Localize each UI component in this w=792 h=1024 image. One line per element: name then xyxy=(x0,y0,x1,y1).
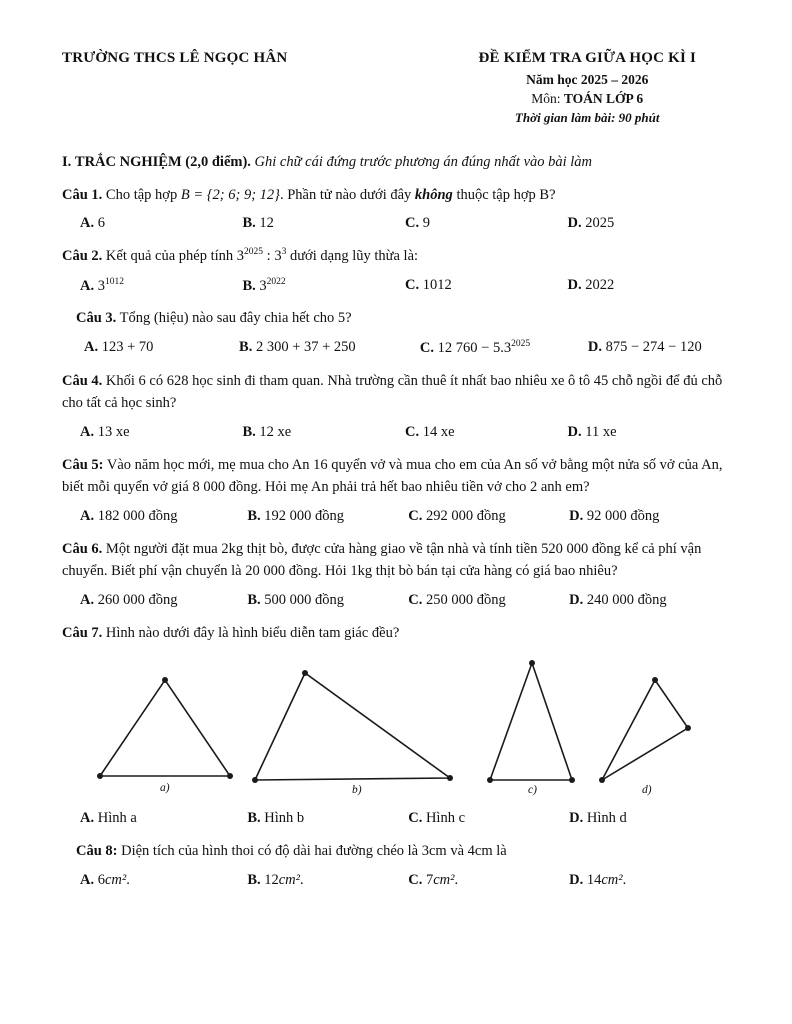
option-text: 14 xe xyxy=(422,423,455,440)
option-text: 3 xyxy=(97,277,105,294)
exam-year: Năm học 2025 – 2026 xyxy=(526,71,649,87)
section-heading xyxy=(62,154,730,171)
question-3-label: Câu 3. xyxy=(76,310,117,327)
option-sup: 2022 xyxy=(266,276,286,287)
question-2-text-a: Kết quả của phép tính 3 xyxy=(105,248,245,265)
option-5-a[interactable] xyxy=(80,508,247,525)
question-8-label: Câu 8: xyxy=(76,843,118,860)
question-6-label: Câu 6. xyxy=(62,540,103,557)
question-7-text: Hình nào dưới đây là hình biểu diễn tam giác đều? xyxy=(105,624,400,641)
section-points: (2,0 điểm). xyxy=(185,153,251,170)
subject-label: Môn: xyxy=(531,91,561,107)
option-letter: A. xyxy=(80,810,95,827)
option-letter: D. xyxy=(587,338,602,355)
school-name: TRƯỜNG THCS LÊ NGỌC HÂN xyxy=(62,50,288,66)
option-text: Hình b xyxy=(264,810,305,827)
option-dot: . xyxy=(622,871,627,888)
option-7-a[interactable] xyxy=(80,810,247,827)
option-letter: D. xyxy=(567,423,582,440)
option-letter: A. xyxy=(80,507,95,524)
option-text: 6 xyxy=(97,215,105,232)
question-7-label: Câu 7. xyxy=(62,624,103,641)
option-letter: A. xyxy=(80,423,95,440)
figure-label-b: b) xyxy=(352,784,362,797)
option-8-b[interactable] xyxy=(247,872,408,889)
option-8-d[interactable] xyxy=(569,872,730,889)
option-text: 7 xyxy=(425,871,434,888)
option-2-c[interactable] xyxy=(405,277,568,295)
option-letter: C. xyxy=(419,339,435,356)
question-4 xyxy=(62,370,730,415)
option-text: 500 000 đồng xyxy=(264,591,344,608)
option-text: 12 xyxy=(264,871,279,888)
page-header xyxy=(62,48,730,128)
question-7-options xyxy=(62,810,730,827)
option-text: 182 000 đồng xyxy=(97,507,178,524)
option-2-d[interactable] xyxy=(568,277,731,295)
question-2-text-c: dưới dạng lũy thừa là: xyxy=(286,248,419,265)
option-letter: C. xyxy=(408,871,423,888)
option-5-c[interactable] xyxy=(408,508,569,525)
option-6-d[interactable] xyxy=(569,592,730,609)
question-1-label: Câu 1. xyxy=(62,186,103,203)
question-1-text-a: Cho tập hợp xyxy=(105,186,178,203)
option-text: Hình a xyxy=(97,810,137,827)
option-letter: A. xyxy=(80,591,95,608)
question-4-options xyxy=(62,424,730,441)
option-unit: cm² xyxy=(278,871,301,888)
section-instruction: Ghi chữ cái đứng trước phương án đúng nhất vào bài làm xyxy=(254,153,593,170)
option-unit: cm² xyxy=(433,871,455,888)
option-text: 12 xyxy=(259,215,274,232)
option-text: 2022 xyxy=(585,276,615,293)
option-text: 11 xe xyxy=(585,423,617,440)
option-letter: B. xyxy=(247,810,261,827)
option-6-b[interactable] xyxy=(247,592,408,609)
option-text: 9 xyxy=(422,215,430,232)
question-1 xyxy=(62,184,730,206)
option-letter: A. xyxy=(80,277,95,294)
option-letter: D. xyxy=(569,591,584,608)
question-6-options xyxy=(62,592,730,609)
option-1-a[interactable] xyxy=(80,215,243,232)
question-2-sup-1: 2025 xyxy=(244,247,264,258)
option-letter: B. xyxy=(242,423,256,440)
question-2-options xyxy=(62,277,730,295)
option-letter: B. xyxy=(247,507,261,524)
option-6-c[interactable] xyxy=(408,592,569,609)
option-letter: D. xyxy=(569,871,584,888)
question-2 xyxy=(62,245,730,267)
option-text: 13 xe xyxy=(97,423,130,440)
option-letter: D. xyxy=(567,215,582,232)
question-5-label: Câu 5: xyxy=(62,456,104,473)
exam-duration: Thời gian làm bài: 90 phút xyxy=(514,109,660,125)
question-5 xyxy=(62,454,730,499)
option-2-b[interactable] xyxy=(243,277,406,295)
question-7 xyxy=(62,622,730,644)
option-5-b[interactable] xyxy=(247,508,408,525)
section-roman: I. xyxy=(62,153,72,170)
question-1-emphasis: không xyxy=(414,186,453,203)
option-unit: cm² xyxy=(104,871,127,888)
option-7-b[interactable] xyxy=(247,810,408,827)
option-letter: C. xyxy=(408,591,423,608)
option-text: 250 000 đồng xyxy=(425,591,506,608)
option-text: 1012 xyxy=(422,276,452,293)
option-1-b[interactable] xyxy=(243,215,406,232)
question-8-options xyxy=(62,872,730,889)
option-text: 292 000 đồng xyxy=(425,507,506,524)
question-1-text-b: . Phần tử nào dưới đây xyxy=(279,186,412,203)
question-1-options xyxy=(62,215,730,232)
option-letter: B. xyxy=(247,591,261,608)
option-text: 2 300 + 37 + 250 xyxy=(255,338,356,355)
option-4-d[interactable] xyxy=(568,424,731,441)
option-4-c[interactable] xyxy=(405,424,568,441)
option-letter: C. xyxy=(408,810,423,827)
figure-label-d: d) xyxy=(642,784,652,797)
triangles-figure xyxy=(90,658,750,798)
option-letter: A. xyxy=(80,871,95,888)
question-8 xyxy=(62,840,730,862)
option-text: 123 + 70 xyxy=(101,338,154,355)
option-text: 875 − 274 − 120 xyxy=(605,338,702,355)
option-text: 260 000 đồng xyxy=(97,591,178,608)
option-dot: . xyxy=(126,871,130,888)
question-2-sup-2: 3 xyxy=(281,247,287,258)
option-4-a[interactable] xyxy=(80,424,243,441)
option-letter: A. xyxy=(84,338,99,355)
question-1-set: B = {2; 6; 9; 12} xyxy=(180,186,280,203)
option-7-d[interactable] xyxy=(569,810,730,827)
option-letter: B. xyxy=(242,277,256,294)
option-5-d[interactable] xyxy=(569,508,730,525)
question-5-options xyxy=(62,508,730,525)
option-8-a[interactable] xyxy=(80,872,247,889)
option-1-d[interactable] xyxy=(568,215,731,232)
exam-title: ĐỀ KIỂM TRA GIỮA HỌC KÌ I xyxy=(478,50,696,66)
subject-value: TOÁN LỚP 6 xyxy=(563,91,644,107)
question-3-options xyxy=(62,339,730,357)
option-8-c[interactable] xyxy=(408,872,569,889)
question-1-text-c: thuộc tập hợp B? xyxy=(456,186,556,203)
option-text: 2025 xyxy=(585,215,615,232)
question-3 xyxy=(62,307,730,329)
question-6-text: Một người đặt mua 2kg thịt bò, được cửa hàng giao về tận nhà và tính tiền 520 000 đồng kể cả phí vận chuyển. Biết phí vận chuyển là 20 000 đồng. Hỏi 1kg thịt bò bán tại cửa hàng có giá bao nhiêu? xyxy=(62,540,702,580)
option-letter: C. xyxy=(405,276,420,293)
option-3-c[interactable] xyxy=(420,339,588,357)
option-sup: 1012 xyxy=(104,276,124,287)
option-text: 12 xe xyxy=(259,423,292,440)
option-text: Hình d xyxy=(586,810,627,827)
option-text: 6 xyxy=(97,871,105,888)
question-7-figures xyxy=(62,658,730,808)
option-letter: D. xyxy=(567,276,582,293)
option-text: Hình c xyxy=(425,810,466,827)
option-text: 3 xyxy=(259,277,267,294)
figure-label-a: a) xyxy=(160,782,170,795)
option-letter: B. xyxy=(242,215,256,232)
question-2-text-b: : 3 xyxy=(263,248,282,265)
option-letter: B. xyxy=(247,871,261,888)
question-4-text: Khối 6 có 628 học sinh đi tham quan. Nhà trường cần thuê ít nhất bao nhiêu xe ô tô 45 chỗ ngồi để đủ chỗ cho tất cả học sinh? xyxy=(62,372,723,412)
option-text: 14 xyxy=(586,871,602,888)
option-letter: C. xyxy=(405,423,420,440)
option-7-c[interactable] xyxy=(408,810,569,827)
option-3-a[interactable] xyxy=(84,339,239,357)
exam-info xyxy=(478,48,696,128)
option-text: 240 000 đồng xyxy=(586,591,667,608)
option-sup: 2025 xyxy=(511,338,531,349)
figure-label-c: c) xyxy=(528,784,537,797)
question-2-label: Câu 2. xyxy=(62,248,103,265)
option-letter: C. xyxy=(405,215,420,232)
option-letter: D. xyxy=(569,810,584,827)
option-2-a[interactable] xyxy=(80,277,243,295)
option-unit: cm² xyxy=(601,871,623,888)
option-1-c[interactable] xyxy=(405,215,568,232)
option-text: 192 000 đồng xyxy=(264,507,344,524)
question-5-text: Vào năm học mới, mẹ mua cho An 16 quyển vở và mua cho em của An số vở bằng một nửa số vở của An, biết mỗi quyển vở giá 8 000 đồng. Hỏi mẹ An phải trả hết bao nhiêu tiền vở cho 2 anh em? xyxy=(62,456,723,496)
question-6 xyxy=(62,538,730,583)
option-letter: C. xyxy=(408,507,423,524)
option-letter: B. xyxy=(239,338,253,355)
option-dot: . xyxy=(454,871,459,888)
option-4-b[interactable] xyxy=(243,424,406,441)
option-text: 12 760 − 5.3 xyxy=(437,339,512,356)
option-dot: . xyxy=(300,871,304,888)
option-6-a[interactable] xyxy=(80,592,247,609)
question-4-label: Câu 4. xyxy=(62,372,103,389)
exam-subject xyxy=(478,89,696,109)
option-text: 92 000 đồng xyxy=(586,507,660,524)
option-3-d[interactable] xyxy=(588,339,702,357)
question-8-text: Diện tích của hình thoi có độ dài hai đường chéo là 3cm và 4cm là xyxy=(121,843,507,860)
question-3-text: Tổng (hiệu) nào sau đây chia hết cho 5? xyxy=(119,310,352,327)
option-letter: D. xyxy=(569,507,584,524)
section-name: TRẮC NGHIỆM xyxy=(74,153,182,170)
option-letter: A. xyxy=(80,215,95,232)
option-3-b[interactable] xyxy=(239,339,420,357)
